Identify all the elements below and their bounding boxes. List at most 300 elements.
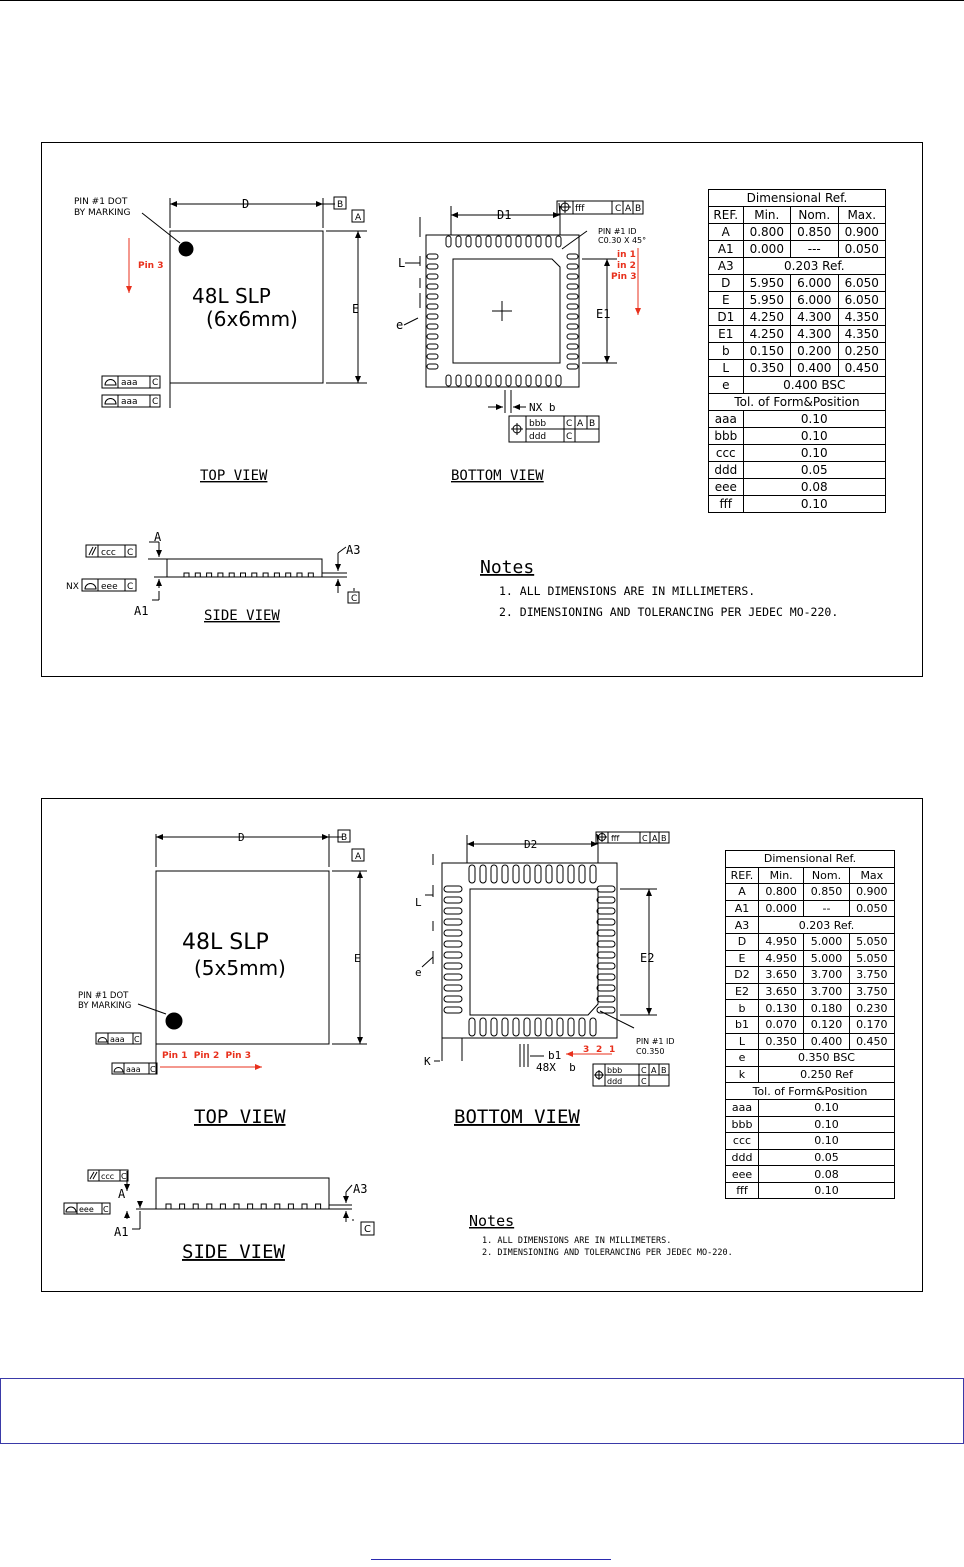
- pad: [524, 1018, 530, 1036]
- pad: [444, 908, 462, 914]
- table-cell: 0.150: [743, 343, 790, 360]
- pad: [567, 334, 578, 339]
- pad: [546, 865, 552, 883]
- fcf-fff-b: B: [635, 204, 642, 214]
- table-cell: 0.200: [791, 343, 838, 360]
- dim-L: L: [398, 256, 406, 270]
- fcf-ccc: ccc: [101, 548, 116, 558]
- tol-row: [709, 462, 886, 479]
- pad: [456, 375, 461, 386]
- dim-D2: D2: [524, 838, 538, 851]
- tol-row: [709, 428, 886, 445]
- side-view-title: SIDE VIEW: [182, 1241, 285, 1263]
- table-cell: 0.350: [758, 1033, 803, 1050]
- pad: [567, 254, 578, 259]
- pad: [567, 324, 578, 329]
- side-view-title: SIDE VIEW: [204, 608, 280, 624]
- table-cell: 6.050: [838, 292, 886, 309]
- drawing-frame-5x5: [41, 798, 923, 1292]
- tol-title: Tol. of Form&Position: [726, 1083, 895, 1100]
- table-cell: b: [726, 1000, 759, 1017]
- pad: [597, 974, 615, 980]
- pin1-id-chamfer: C0.350: [636, 1047, 665, 1056]
- pad: [597, 952, 615, 958]
- side-lead: [297, 573, 302, 577]
- table-cell: 6.050: [838, 275, 886, 292]
- pad: [486, 375, 491, 386]
- table-header: Nom.: [804, 867, 849, 884]
- side-dim-A1: A1: [114, 1225, 129, 1239]
- table-cell: A3: [726, 917, 759, 934]
- table-cell: D2: [726, 967, 759, 984]
- pad: [427, 354, 438, 359]
- pad: [567, 294, 578, 299]
- table-row: [726, 884, 895, 901]
- fcf-bbb-a: A: [651, 1066, 657, 1075]
- datum-A: A: [355, 852, 362, 862]
- table-cell: 5.050: [849, 950, 894, 967]
- side-lead: [220, 1204, 225, 1209]
- tol-row: [726, 1116, 895, 1133]
- table-cell: 0.170: [849, 1016, 894, 1033]
- side-dim-A1: A1: [134, 604, 149, 618]
- table-cell: 0.130: [758, 1000, 803, 1017]
- pad: [444, 952, 462, 958]
- table-cell: 3.700: [804, 983, 849, 1000]
- pad: [597, 996, 615, 1002]
- side-lead: [248, 1204, 253, 1209]
- table-cell: E1: [709, 326, 744, 343]
- pin1-id-label: PIN #1 ID: [636, 1037, 675, 1046]
- table-title: Dimensional Ref.: [709, 190, 886, 207]
- table-cell: e: [709, 377, 744, 394]
- pad: [466, 236, 471, 247]
- fcf-eee: eee: [79, 1205, 94, 1214]
- side-lead: [286, 573, 291, 577]
- pad: [546, 375, 551, 386]
- pad: [597, 941, 615, 947]
- fcf-fff-a: A: [652, 834, 658, 843]
- pad: [427, 264, 438, 269]
- pad: [526, 375, 531, 386]
- pin1-dot-label-2: BY MARKING: [74, 208, 131, 218]
- table-cell: 3.650: [758, 983, 803, 1000]
- table-cell: 5.050: [849, 933, 894, 950]
- pad: [513, 865, 519, 883]
- table-row: [709, 377, 886, 394]
- pad: [444, 886, 462, 892]
- bottom-view-title: BOTTOM VIEW: [454, 1106, 580, 1128]
- note-1: 1. ALL DIMENSIONS ARE IN MILLIMETERS.: [499, 584, 756, 598]
- notes-title: Notes: [469, 1212, 515, 1230]
- dim-D: D: [238, 831, 245, 844]
- table-cell: 0.08: [758, 1166, 894, 1183]
- fcf-bbb-c: C: [641, 1066, 647, 1075]
- pad: [444, 897, 462, 903]
- side-lead: [207, 1204, 212, 1209]
- bottom-pin-label-1: 1: [609, 1045, 616, 1055]
- fcf-eee-c: C: [103, 1205, 109, 1214]
- table-cell: 5.000: [804, 933, 849, 950]
- side-lead: [241, 573, 246, 577]
- tol-row: [709, 496, 886, 513]
- pad: [427, 294, 438, 299]
- fcf-fff-a: A: [625, 204, 632, 214]
- note-1: 1. ALL DIMENSIONS ARE IN MILLIMETERS.: [482, 1236, 672, 1246]
- pad: [502, 1018, 508, 1036]
- exposed-pad: [470, 889, 598, 1015]
- table-row: [709, 292, 886, 309]
- pad: [526, 236, 531, 247]
- pad: [427, 254, 438, 259]
- table-cell: 0.250: [838, 343, 886, 360]
- pin1-dot-label: PIN #1 DOT: [74, 197, 128, 207]
- pad: [535, 1018, 541, 1036]
- side-lead: [263, 573, 268, 577]
- table-cell: 5.950: [743, 292, 790, 309]
- table-cell: 0.900: [849, 884, 894, 901]
- table-cell: 0.350: [743, 360, 790, 377]
- pin1-id-chamfer: C0.30 X 45°: [598, 236, 647, 245]
- table-cell: 0.450: [849, 1033, 894, 1050]
- side-lead: [229, 573, 234, 577]
- fcf-fff: fff: [575, 204, 585, 214]
- table-cell: 0.120: [804, 1016, 849, 1033]
- fcf-ddd: ddd: [607, 1077, 623, 1086]
- table-cell: E: [709, 292, 744, 309]
- table-cell: 0.10: [758, 1116, 894, 1133]
- table-cell: eee: [726, 1166, 759, 1183]
- pad: [568, 865, 574, 883]
- pad: [502, 865, 508, 883]
- pad: [446, 236, 451, 247]
- pad: [536, 236, 541, 247]
- fcf-eee: eee: [101, 582, 118, 592]
- pad: [476, 375, 481, 386]
- table-row: [726, 1016, 895, 1033]
- table-row: [709, 326, 886, 343]
- table-cell: k: [726, 1066, 759, 1083]
- fcf-aaa-c-2: C: [150, 1065, 156, 1074]
- notes-title: Notes: [480, 557, 535, 578]
- table-cell: 0.10: [743, 496, 885, 513]
- dim-e: e: [415, 966, 422, 979]
- fcf-aaa-c-1: C: [152, 378, 159, 388]
- dimension-table-6x6: [708, 189, 886, 513]
- table-cell: ---: [791, 241, 838, 258]
- fcf-bbb-c: C: [566, 419, 573, 429]
- header-rule: [0, 0, 964, 1]
- pad: [444, 985, 462, 991]
- table-cell: 4.350: [838, 309, 886, 326]
- pad: [556, 236, 561, 247]
- bottom-pin-label-2: 2: [596, 1045, 603, 1055]
- datum-A: A: [355, 213, 362, 223]
- dim-E1: E1: [596, 307, 611, 321]
- table-cell: 5.950: [743, 275, 790, 292]
- table-row: [726, 1066, 895, 1083]
- table-cell: D1: [709, 309, 744, 326]
- pad: [567, 354, 578, 359]
- table-header: Min.: [758, 867, 803, 884]
- fcf-eee-c: C: [127, 582, 134, 592]
- table-cell: 0.10: [758, 1182, 894, 1199]
- table-cell: 5.000: [804, 950, 849, 967]
- pad: [557, 865, 563, 883]
- table-row: [726, 1000, 895, 1017]
- side-lead: [302, 1204, 307, 1209]
- bottom-pin-label-1: in 1: [617, 250, 636, 260]
- pad: [444, 996, 462, 1002]
- datum-B: B: [337, 200, 344, 210]
- tol-row: [726, 1133, 895, 1150]
- pin1-dot: [166, 1013, 182, 1029]
- pad: [597, 1007, 615, 1013]
- table-cell: A: [726, 884, 759, 901]
- table-cell: 0.10: [758, 1133, 894, 1150]
- fcf-aaa-c-2: C: [152, 397, 159, 407]
- table-row: [709, 343, 886, 360]
- bottom-pin-label-3: 3: [583, 1045, 590, 1055]
- table-cell: A1: [726, 900, 759, 917]
- dim-E: E: [352, 302, 360, 316]
- table-cell: e: [726, 1050, 759, 1067]
- table-row: [726, 983, 895, 1000]
- table-cell: 4.350: [838, 326, 886, 343]
- fcf-ccc-c: C: [121, 1172, 127, 1181]
- tol-row: [726, 1149, 895, 1166]
- table-cell: 0.10: [743, 445, 885, 462]
- note-2: 2. DIMENSIONING AND TOLERANCING PER JEDEC MO-220.: [482, 1248, 733, 1258]
- table-cell: bbb: [726, 1116, 759, 1133]
- side-datum-C: C: [351, 594, 358, 604]
- pad: [546, 236, 551, 247]
- pad: [579, 865, 585, 883]
- pad: [557, 1018, 563, 1036]
- side-dim-A: A: [118, 1187, 126, 1201]
- table-cell: ddd: [709, 462, 744, 479]
- table-cell: 6.000: [791, 275, 838, 292]
- side-lead: [288, 1204, 293, 1209]
- pad: [567, 314, 578, 319]
- table-cell: 6.000: [791, 292, 838, 309]
- pad: [469, 865, 475, 883]
- side-lead: [180, 1204, 185, 1209]
- table-row: [709, 275, 886, 292]
- table-row: [726, 1050, 895, 1067]
- dim-D1: D1: [497, 208, 512, 222]
- footer-link-underline[interactable]: [371, 1559, 611, 1560]
- top-view-title: TOP VIEW: [200, 468, 268, 484]
- tol-row: [709, 445, 886, 462]
- fcf-fff-c: C: [642, 834, 648, 843]
- tol-row: [709, 479, 886, 496]
- table-cell: A3: [709, 258, 744, 275]
- pad: [444, 930, 462, 936]
- table-row: [726, 967, 895, 984]
- pad: [427, 364, 438, 369]
- dim-K: K: [424, 1055, 431, 1068]
- pad: [546, 1018, 552, 1036]
- table-cell: 0.350 BSC: [758, 1050, 894, 1067]
- table-cell: 3.750: [849, 983, 894, 1000]
- pad: [506, 236, 511, 247]
- fcf-bbb-b: B: [589, 419, 596, 429]
- fcf-ccc-c: C: [127, 548, 134, 558]
- table-cell: A: [709, 224, 744, 241]
- pad: [444, 1007, 462, 1013]
- table-cell: 0.05: [743, 462, 885, 479]
- pad: [597, 985, 615, 991]
- table-cell: 0.850: [804, 884, 849, 901]
- side-datum-C: C: [364, 1224, 371, 1235]
- side-dim-A: A: [154, 530, 162, 544]
- table-cell: 0.800: [743, 224, 790, 241]
- fcf-aaa-c-1: C: [134, 1035, 140, 1044]
- table-cell: ccc: [726, 1133, 759, 1150]
- side-lead: [252, 573, 257, 577]
- table-cell: 0.050: [849, 900, 894, 917]
- pad: [444, 963, 462, 969]
- table-cell: aaa: [709, 411, 744, 428]
- pad: [567, 264, 578, 269]
- dim-b1: b1: [548, 1049, 562, 1062]
- pad: [567, 364, 578, 369]
- table-cell: 4.950: [758, 950, 803, 967]
- table-cell: 0.05: [758, 1149, 894, 1166]
- side-lead: [274, 573, 279, 577]
- side-body: [167, 559, 322, 577]
- dim-e: e: [396, 318, 404, 332]
- table-cell: 3.700: [804, 967, 849, 984]
- side-dim-A3: A3: [353, 1182, 368, 1196]
- side-lead: [308, 573, 313, 577]
- table-row: [709, 224, 886, 241]
- pad: [556, 375, 561, 386]
- fcf-fff: fff: [611, 834, 620, 843]
- side-lead: [275, 1204, 280, 1209]
- tol-row: [726, 1099, 895, 1116]
- pad: [496, 375, 501, 386]
- bottom-pin-label-2: in 2: [617, 261, 636, 271]
- side-lead: [166, 1204, 171, 1209]
- pad: [567, 284, 578, 289]
- table-title: Dimensional Ref.: [726, 851, 895, 868]
- table-cell: fff: [726, 1182, 759, 1199]
- side-lead: [316, 1204, 321, 1209]
- pad: [516, 375, 521, 386]
- pin1-dot: [179, 242, 193, 256]
- fcf-ccc: ccc: [101, 1172, 115, 1181]
- table-cell: 4.250: [743, 326, 790, 343]
- table-row: [726, 1033, 895, 1050]
- pad: [597, 919, 615, 925]
- pad: [466, 375, 471, 386]
- table-cell: 0.230: [849, 1000, 894, 1017]
- pad: [491, 1018, 497, 1036]
- table-cell: 0.450: [838, 360, 886, 377]
- package-name: 48L SLP: [192, 284, 271, 308]
- table-row: [726, 917, 895, 934]
- pad: [597, 886, 615, 892]
- table-cell: 0.400: [804, 1033, 849, 1050]
- pad: [486, 236, 491, 247]
- table-cell: --: [804, 900, 849, 917]
- pad: [597, 897, 615, 903]
- dimension-table-5x5: [725, 850, 895, 1199]
- table-cell: 0.000: [758, 900, 803, 917]
- fcf-ddd-c: C: [641, 1077, 647, 1086]
- table-header: REF.: [709, 207, 744, 224]
- dim-E2: E2: [640, 951, 655, 965]
- table-cell: 0.203 Ref.: [743, 258, 885, 275]
- table-cell: 3.650: [758, 967, 803, 984]
- pad: [579, 1018, 585, 1036]
- pad: [597, 930, 615, 936]
- pad: [427, 314, 438, 319]
- table-row: [726, 950, 895, 967]
- top-pin-arrow-label: Pin 1 Pin 2 Pin 3: [162, 1051, 251, 1061]
- pad: [427, 334, 438, 339]
- table-cell: 0.070: [758, 1016, 803, 1033]
- table-row: [709, 309, 886, 326]
- top-view-title: TOP VIEW: [194, 1106, 286, 1128]
- fcf-bbb: bbb: [607, 1066, 623, 1075]
- package-name: 48L SLP: [182, 930, 269, 955]
- table-row: [709, 258, 886, 275]
- side-dim-A3: A3: [346, 543, 361, 557]
- pad: [456, 236, 461, 247]
- table-header: Max.: [838, 207, 886, 224]
- side-lead: [193, 1204, 198, 1209]
- pad: [516, 236, 521, 247]
- pad: [506, 375, 511, 386]
- pad: [496, 236, 501, 247]
- pad: [444, 941, 462, 947]
- pin1-dot-label: PIN #1 DOT: [78, 991, 129, 1001]
- pad: [427, 344, 438, 349]
- pad: [427, 304, 438, 309]
- pad: [567, 304, 578, 309]
- fcf-bbb: bbb: [529, 419, 547, 429]
- fcf-fff-b: B: [661, 834, 667, 843]
- table-cell: E2: [726, 983, 759, 1000]
- table-cell: aaa: [726, 1099, 759, 1116]
- table-row: [709, 241, 886, 258]
- table-cell: 0.000: [743, 241, 790, 258]
- table-cell: ddd: [726, 1149, 759, 1166]
- fcf-aaa-1: aaa: [121, 378, 138, 388]
- table-cell: D: [709, 275, 744, 292]
- table-header: Min.: [743, 207, 790, 224]
- table-cell: L: [709, 360, 744, 377]
- package-size: (6x6mm): [206, 307, 298, 331]
- table-cell: fff: [709, 496, 744, 513]
- pin1-dot-label-2: BY MARKING: [78, 1001, 132, 1011]
- table-cell: ccc: [709, 445, 744, 462]
- table-header: Max: [849, 867, 894, 884]
- tol-row: [726, 1166, 895, 1183]
- table-cell: 0.900: [838, 224, 886, 241]
- bottom-view-title: BOTTOM VIEW: [451, 468, 544, 484]
- pad: [446, 375, 451, 386]
- pad: [469, 1018, 475, 1036]
- pin1-id-label: PIN #1 ID: [598, 227, 637, 236]
- table-cell: b: [709, 343, 744, 360]
- table-cell: 0.10: [743, 428, 885, 445]
- table-cell: 0.10: [743, 411, 885, 428]
- table-cell: 0.180: [804, 1000, 849, 1017]
